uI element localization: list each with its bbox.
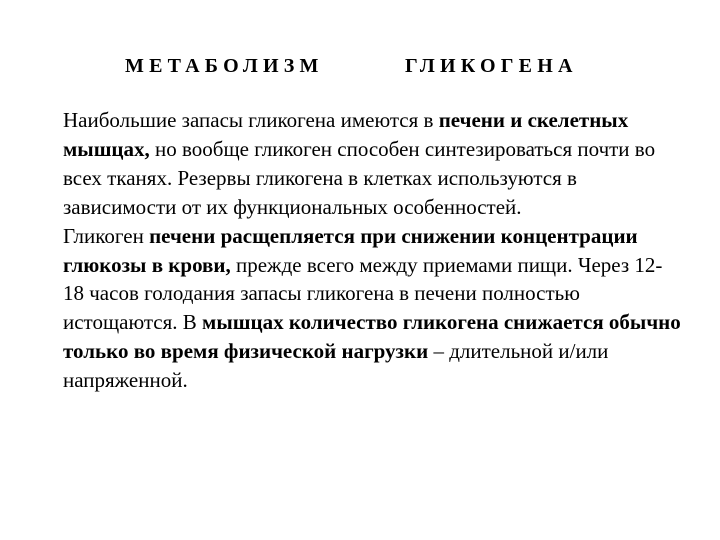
paragraph2-bold-1: печени расщепляется при снижении концентрации глюкозы в крови, [63, 223, 638, 277]
slide-title [0, 50, 720, 82]
paragraph2-text-3: – длительной и/или напряженной. [63, 339, 609, 393]
title-word-metabolism: МЕТАБОЛИЗМ [125, 55, 324, 77]
paragraph-glycogen-stores [63, 106, 683, 222]
paragraph1-bold-1: печени и скелетных мышцах, [63, 108, 629, 161]
paragraph2-text-2: прежде всего между приемами пищи. Через 12-18 часов голодания запасы гликогена в печени полностью истощаются. В [63, 252, 663, 335]
title-word-glycogen: ГЛИКОГЕНА [405, 55, 578, 77]
slide-body [63, 106, 683, 395]
paragraph1-text-1: Наибольшие запасы гликогена имеются в [63, 108, 439, 132]
paragraph1-text-2: но вообще гликоген способен синтезироваться почти во всех тканях. Резервы гликогена в клетках используются в зависимости от их функциональных особенностей. [63, 136, 656, 219]
paragraph2-bold-2: мышцах количество гликогена снижается обычно только во время физической нагрузки [63, 310, 681, 364]
paragraph-glycogen-breakdown [63, 222, 683, 395]
paragraph2-text-1: Гликоген [63, 223, 150, 248]
